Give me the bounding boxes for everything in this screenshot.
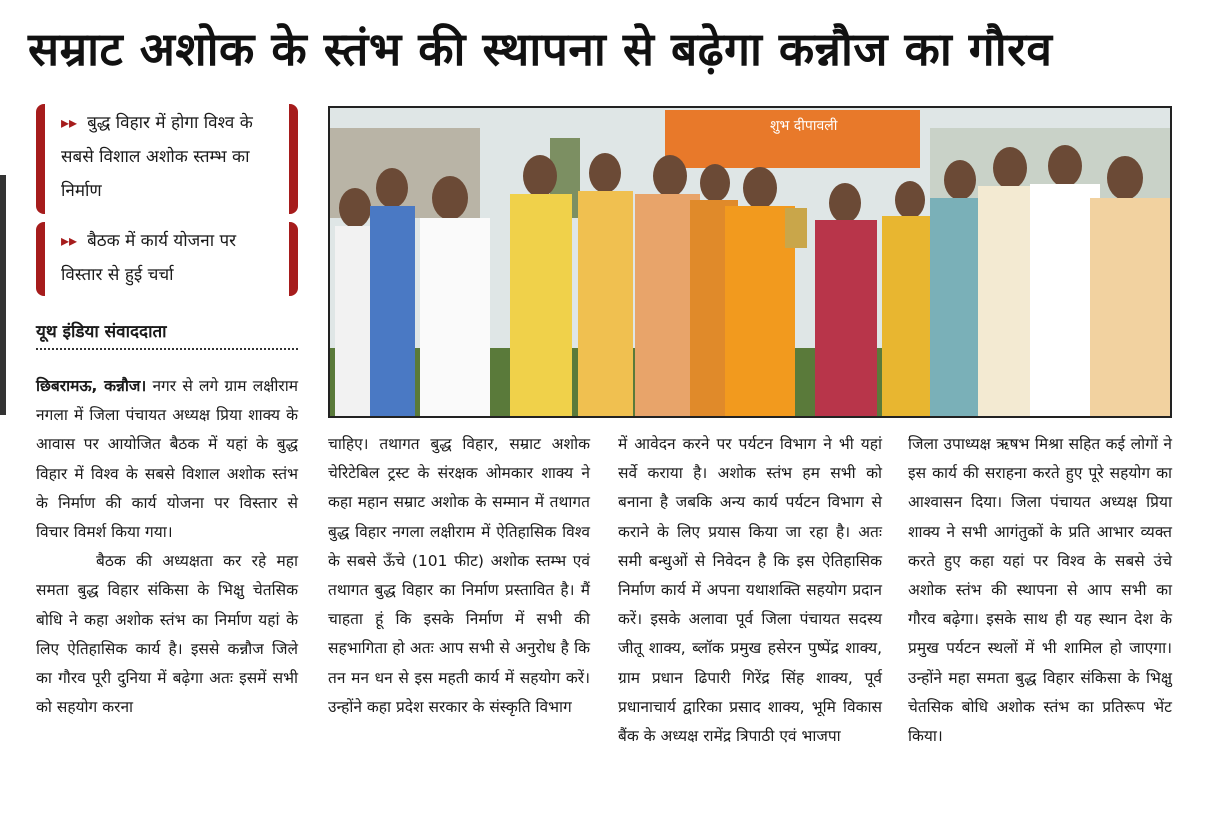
article-column-4: जिला उपाध्यक्ष ऋषभ मिश्रा सहित कई लोगों ने इस कार्य की सराहना करते हुए पूरे सहयोग का आश्वासन दिया। जिला पंचायत अध्यक्ष प्रिया शाक्य ने सभी आगंतुकों के प्रति आभार व्यक्त करते हुए कहा यहां पर विश्व के सबसे उंचे अशोक स्तंभ की स्थापना से आप सभी का गौरव बढ़ेगा। इसके साथ ही यह स्थान देश के प्रमुख पर्यटन स्थलों में भी शामिल हो जाएगा। उन्होंने महा समता बुद्ध विहार संकिसा के भिक्षु चेतसिक बोधि अशोक स्तंभ का प्रतिरूप भेंट किया।: [908, 435, 1172, 746]
paragraph-1: नगर से लगे ग्राम लक्षीराम नगला में जिला पंचायत अध्यक्ष प्रिया शाक्य के आवास पर आयोजित बैठक में यहां के बुद्ध विहार में विश्व के सबसे विशाल अशोक स्तंभ के निर्माण की कार्य योजना पर विस्तार से विचार विमर्श किया गया।: [36, 377, 298, 542]
article-column-2: चाहिए। तथागत बुद्ध विहार, सम्राट अशोक चेरिटेबिल ट्रस्ट के संरक्षक ओमकार शाक्य ने कहा महान सम्राट अशोक के सम्मान में तथागत बुद्ध विहार नगला लक्षीराम में ऐतिहासिक विश्व के सबसे ऊँचे (101 फीट) अशोक स्तम्भ एवं तथागत बुद्ध विहार का निर्माण प्रस्तावित है। मैं चाहता हूं कि इसके निर्माण में सभी की सहभागिता हो अतः आप सभी से अनुरोध है कि तन मन धन से इस महती कार्य में सहयोग करें। उन्होंने कहा प्रदेश सरकार के संस्कृति विभाग: [328, 435, 590, 716]
paragraph-2: बैठक की अध्यक्षता कर रहे महा समता बुद्ध विहार संकिसा के भिक्षु चेतसिक बोधि ने कहा अशोक स्तंभ का निर्माण यहां के लिए ऐतिहासिक कार्य है। इससे कन्नौज जिले का गौरव पूरी दुनिया में बढ़ेगा अतः इसमें सभी को सहयोग करना: [36, 552, 298, 717]
adjacent-article-edge: [0, 175, 6, 415]
double-chevron-icon: ▸▸: [61, 113, 78, 132]
news-photo: [328, 106, 1172, 418]
headline: सम्राट अशोक के स्तंभ की स्थापना से बढ़ेगा कन्नौज का गौरव: [28, 22, 1053, 76]
double-chevron-icon: ▸▸: [61, 231, 78, 250]
byline: यूथ इंडिया संवाददाता: [36, 318, 298, 350]
highlight-box-2: [36, 222, 298, 296]
group-photo-illustration: [330, 108, 1170, 416]
article-column-1: [36, 372, 298, 722]
banner-text: शुभ दीपावली: [770, 118, 838, 134]
highlight-text-2: बैठक में कार्य योजना पर विस्तार से हुई चर्चा: [61, 231, 237, 285]
highlight-text-1: बुद्ध विहार में होगा विश्व के सबसे विशाल अशोक स्तम्भ का निर्माण: [61, 113, 253, 201]
article-column-3: में आवेदन करने पर पर्यटन विभाग ने भी यहां सर्वे कराया है। अशोक स्तंभ हम सभी को बनाना है जबकि अन्य कार्य पर्यटन विभाग से कराने के लिए प्रयास किया जा रहा है। अतः समी बन्धुओं से निवेदन है कि इस ऐतिहासिक निर्माण कार्य में अपना यथाशक्ति सहयोग प्रदान करें। इसके अलावा पूर्व जिला पंचायत सदस्य जीतू शाक्य, ब्लॉक प्रमुख हसेरन पुष्पेंद्र शाक्य, ग्राम प्रधान ढिपारी गिरेंद्र सिंह शाक्य, पूर्व प्रधानाचार्य द्वारिका प्रसाद शाक्य, भूमि विकास बैंक के अध्यक्ष रामेंद्र त्रिपाठी एवं भाजपा: [618, 435, 882, 746]
highlight-box-1: [36, 104, 298, 214]
dateline: छिबरामऊ, कन्नौज।: [36, 377, 147, 395]
